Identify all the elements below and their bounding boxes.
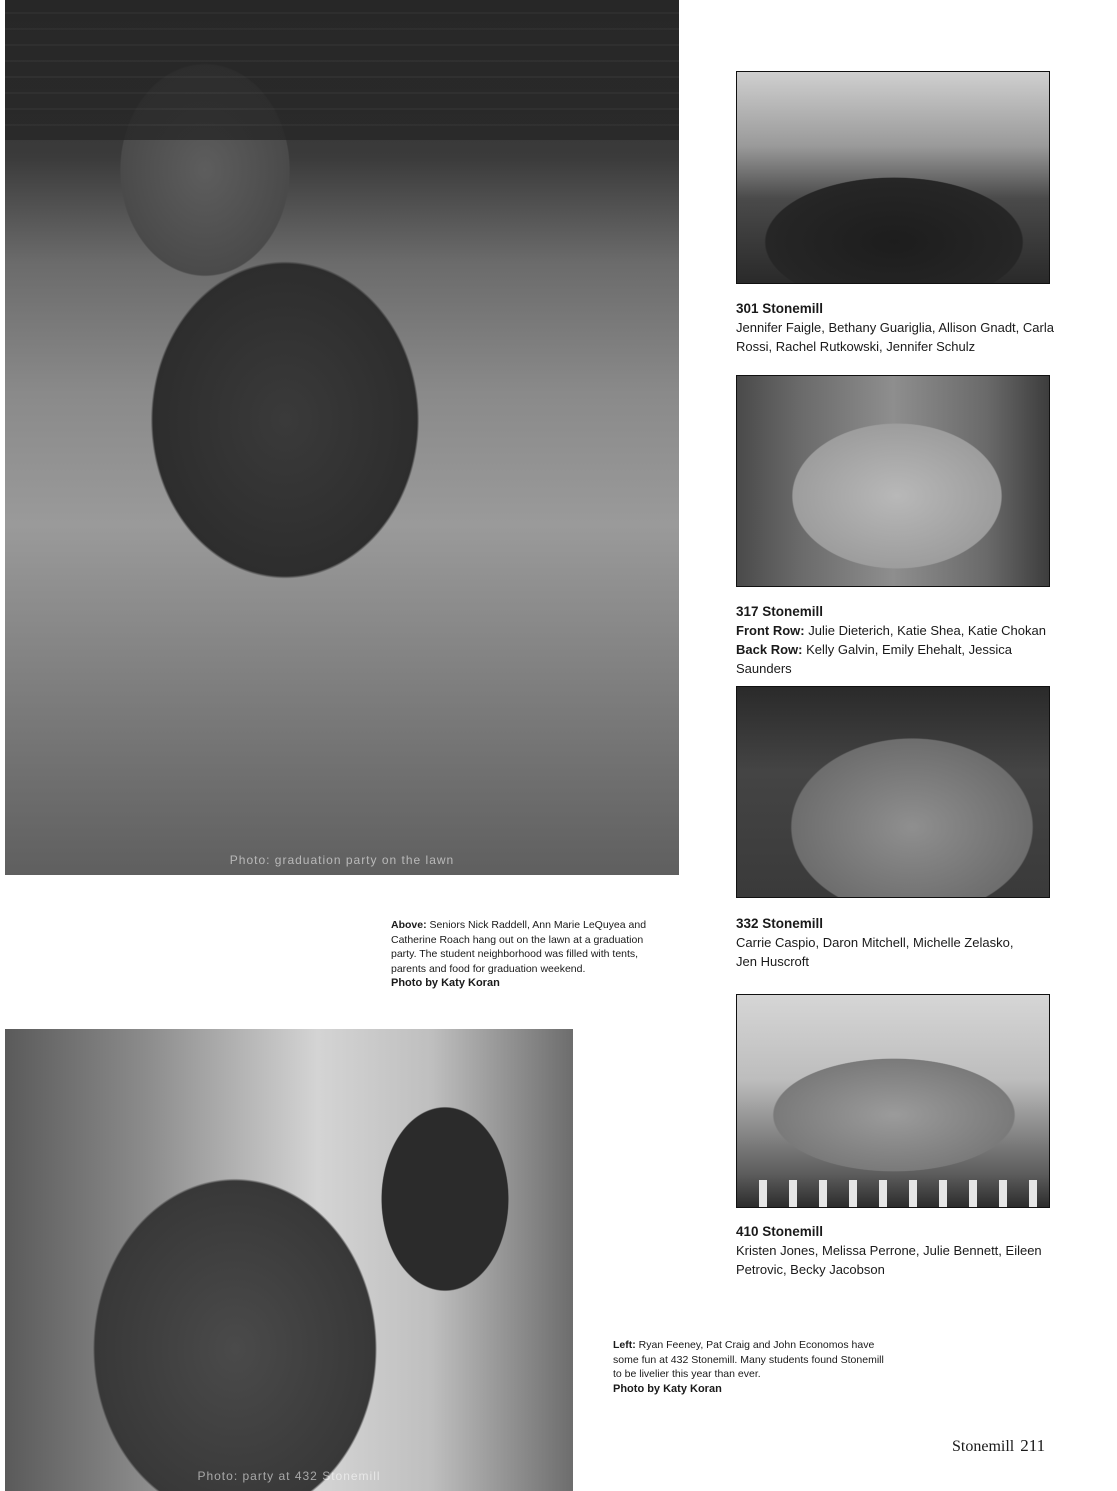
back-row-label: Back Row:: [736, 642, 803, 657]
caption-title: 301 Stonemill: [736, 301, 824, 316]
house-photo-301: [736, 71, 1050, 284]
back-row-names: Kelly Galvin, Emily Ehehalt, Jessica Saunders: [736, 642, 1013, 676]
house-photo-332: [736, 686, 1050, 898]
caption-line: [613, 1338, 903, 1353]
caption-names: Jennifer Faigle, Bethany Guariglia, Allison Gnadt, Carla: [736, 320, 1054, 335]
left-photo-caption: [613, 1338, 903, 1396]
caption-title: 332 Stonemill: [736, 916, 824, 931]
house-photo-317: [736, 375, 1050, 587]
folio-section: Stonemill: [952, 1438, 1015, 1455]
caption-line: [391, 918, 681, 933]
caption-names: Jen Huscroft: [736, 954, 809, 969]
above-photo-caption: [391, 918, 681, 991]
caption-names: Petrovic, Becky Jacobson: [736, 1262, 885, 1277]
back-row-line: [736, 640, 1066, 678]
photo-credit: Photo by Katy Koran: [391, 977, 500, 989]
page-folio: [952, 1436, 1045, 1456]
caption-317: [736, 602, 1066, 678]
front-row-label: Front Row:: [736, 623, 805, 638]
caption-title: 410 Stonemill: [736, 1224, 824, 1239]
caption-410: [736, 1222, 1056, 1279]
main-photo-alt: Photo: graduation party on the lawn: [229, 853, 455, 867]
caption-names: Rossi, Rachel Rutkowski, Jennifer Schulz: [736, 339, 976, 354]
front-row-names: Julie Dieterich, Katie Shea, Katie Chokan: [808, 623, 1046, 638]
caption-names: Kristen Jones, Melissa Perrone, Julie Bennett, Eileen: [736, 1243, 1042, 1258]
caption-line: parents and food for graduation weekend.: [391, 962, 586, 975]
caption-names: Carrie Caspio, Daron Mitchell, Michelle Zelasko,: [736, 935, 1014, 950]
photo-credit: Photo by Katy Koran: [613, 1382, 722, 1395]
caption-301: [736, 299, 1056, 356]
page-number: 211: [1020, 1436, 1046, 1455]
caption-332: [736, 914, 1056, 971]
party-photo-432-stonemill: [5, 1029, 573, 1491]
caption-line: Catherine Roach hang out on the lawn at a graduation: [391, 933, 644, 946]
caption-text: Ryan Feeney, Pat Craig and John Economos have: [638, 1339, 875, 1351]
house-photo-410: [736, 994, 1050, 1208]
above-label: Above:: [391, 919, 427, 931]
party-photo-alt: Photo: party at 432 Stonemill: [197, 1469, 381, 1483]
caption-line: to be livelier this year than ever.: [613, 1368, 761, 1380]
caption-text: Seniors Nick Raddell, Ann Marie LeQuyea and: [429, 919, 647, 931]
caption-line: party. The student neighborhood was filled with tents,: [391, 948, 639, 960]
left-label: Left:: [613, 1339, 636, 1351]
caption-title: 317 Stonemill: [736, 604, 824, 619]
front-row-line: [736, 621, 1066, 640]
main-photo-lawn-party: [5, 0, 679, 875]
caption-line: some fun at 432 Stonemill. Many students found Stonemill: [613, 1353, 884, 1366]
